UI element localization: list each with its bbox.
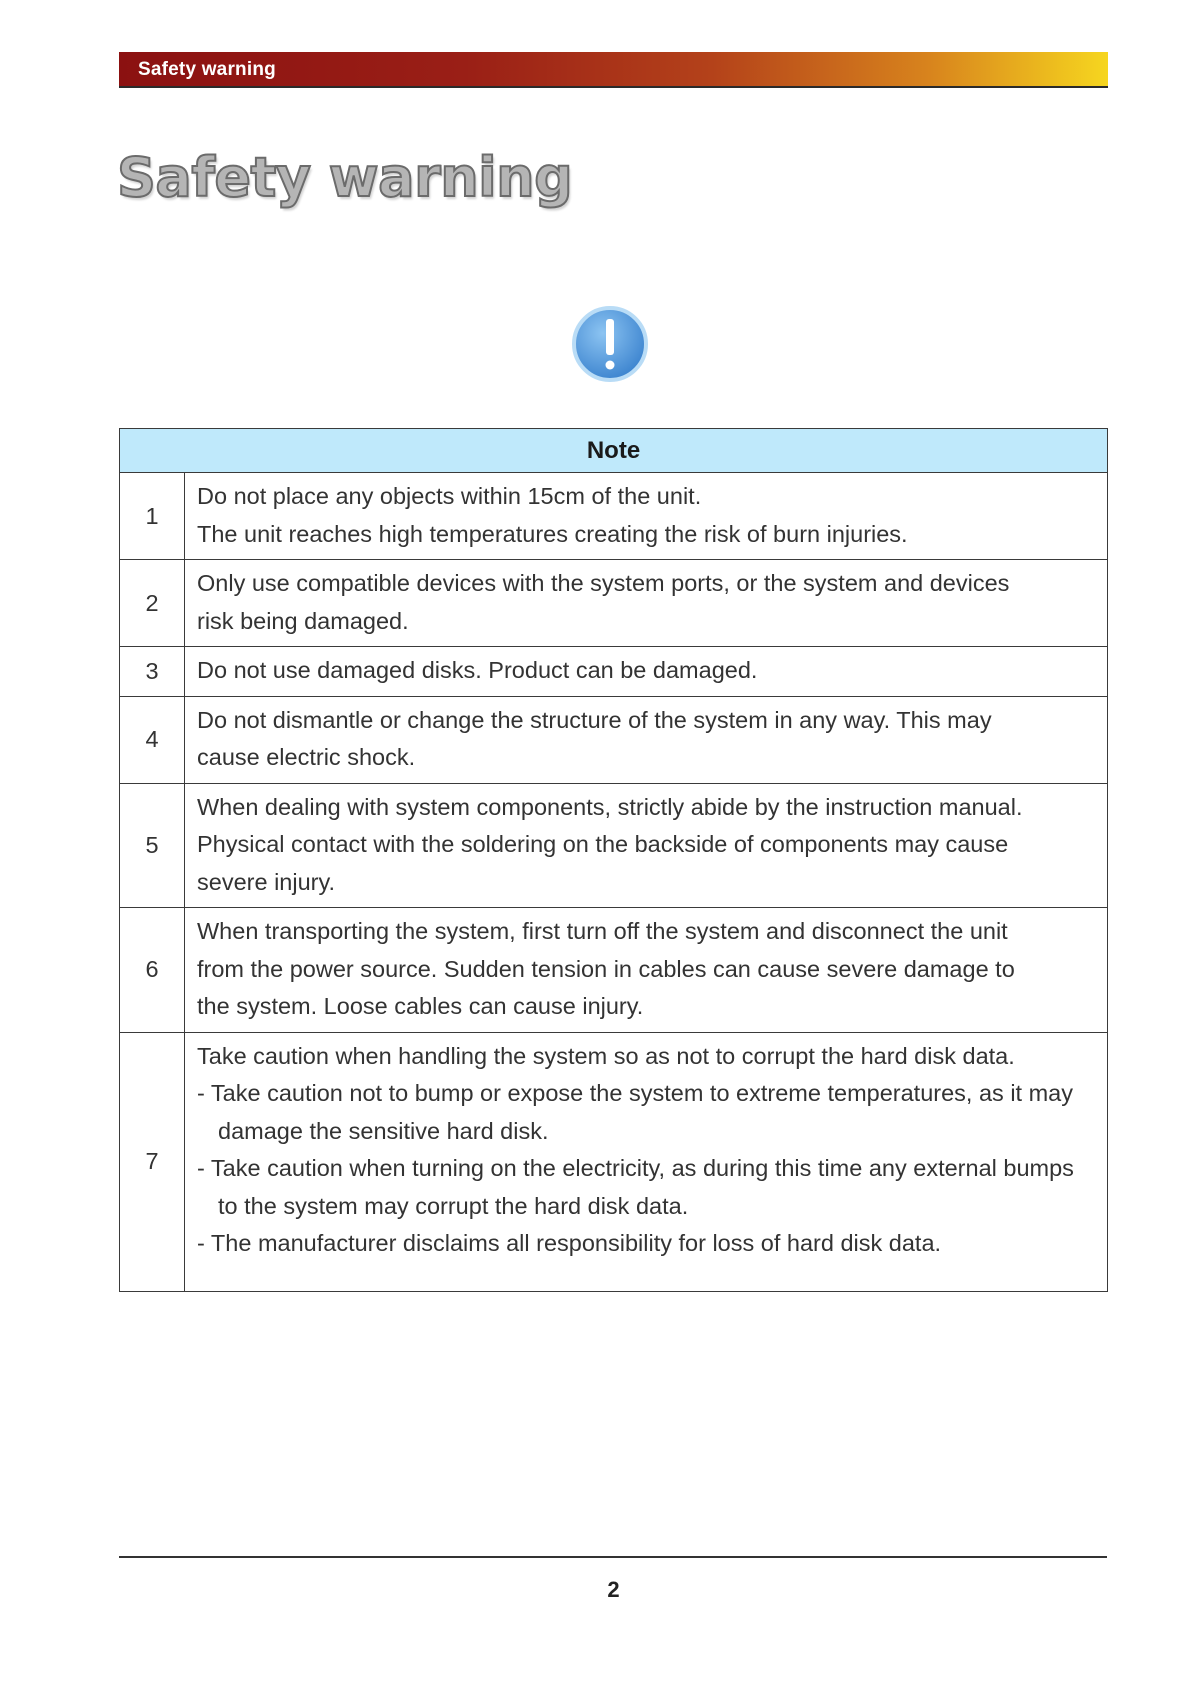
bullet-item: - Take caution when turning on the electricity, as during this time any external bumps to the system may corrupt the hard disk data. (197, 1155, 1074, 1219)
table-row (120, 1032, 1108, 1291)
row-text (185, 783, 1108, 908)
bullet-item: - Take caution not to bump or expose the system to extreme temperatures, as it may damage the sensitive hard disk. (197, 1080, 1074, 1144)
row-number: 2 (120, 560, 185, 647)
row-number: 7 (120, 1032, 185, 1291)
row-number: 6 (120, 908, 185, 1033)
note-table-header-row (120, 429, 1108, 473)
text-line: the system. Loose cables can cause injury. (197, 993, 644, 1019)
table-row (120, 696, 1108, 783)
row-number: 5 (120, 783, 185, 908)
page-number: 2 (607, 1577, 620, 1602)
text-line: cause electric shock. (197, 744, 416, 770)
text-line: Take caution when handling the system so as not to corrupt the hard disk data. (197, 1042, 1015, 1069)
row-number: 3 (120, 647, 185, 697)
page-title: Safety warning (117, 146, 573, 209)
text-line: Only use compatible devices with the system ports, or the system and devices (197, 570, 1010, 596)
table-row (120, 647, 1108, 697)
table-row (120, 908, 1108, 1033)
row-number: 4 (120, 696, 185, 783)
row-text (185, 696, 1108, 783)
text-line: Do not use damaged disks. Product can be damaged. (197, 657, 758, 683)
row-number: 1 (120, 473, 185, 560)
note-table (119, 428, 1108, 1292)
text-line: When transporting the system, first turn off the system and disconnect the unit (197, 918, 1008, 944)
text-line: risk being damaged. (197, 607, 409, 634)
running-header-title: Safety warning (138, 59, 276, 80)
row-text (185, 560, 1108, 647)
table-row (120, 560, 1108, 647)
exclamation-circle-icon (571, 305, 649, 383)
text-line: from the power source. Sudden tension in cables can cause severe damage to (197, 955, 1015, 982)
row-text (185, 647, 1108, 697)
text-line: The unit reaches high temperatures creating the risk of burn injuries. (197, 520, 908, 547)
text-line: Physical contact with the soldering on the backside of components may cause (197, 831, 1009, 857)
row-text (185, 908, 1108, 1033)
table-row (120, 473, 1108, 560)
row-text (185, 473, 1108, 560)
row-text (185, 1032, 1108, 1291)
table-row (120, 783, 1108, 908)
running-header-bar (119, 52, 1108, 88)
text-line: When dealing with system components, strictly abide by the instruction manual. (197, 793, 1023, 820)
note-table-heading: Note (120, 429, 1108, 473)
text-line: Do not dismantle or change the structure of the system in any way. This may (197, 706, 992, 733)
text-line: Do not place any objects within 15cm of the unit. (197, 483, 702, 509)
text-line: severe injury. (197, 868, 336, 895)
bullet-item: - The manufacturer disclaims all responsibility for loss of hard disk data. (197, 1230, 942, 1256)
footer-divider (119, 1556, 1107, 1558)
